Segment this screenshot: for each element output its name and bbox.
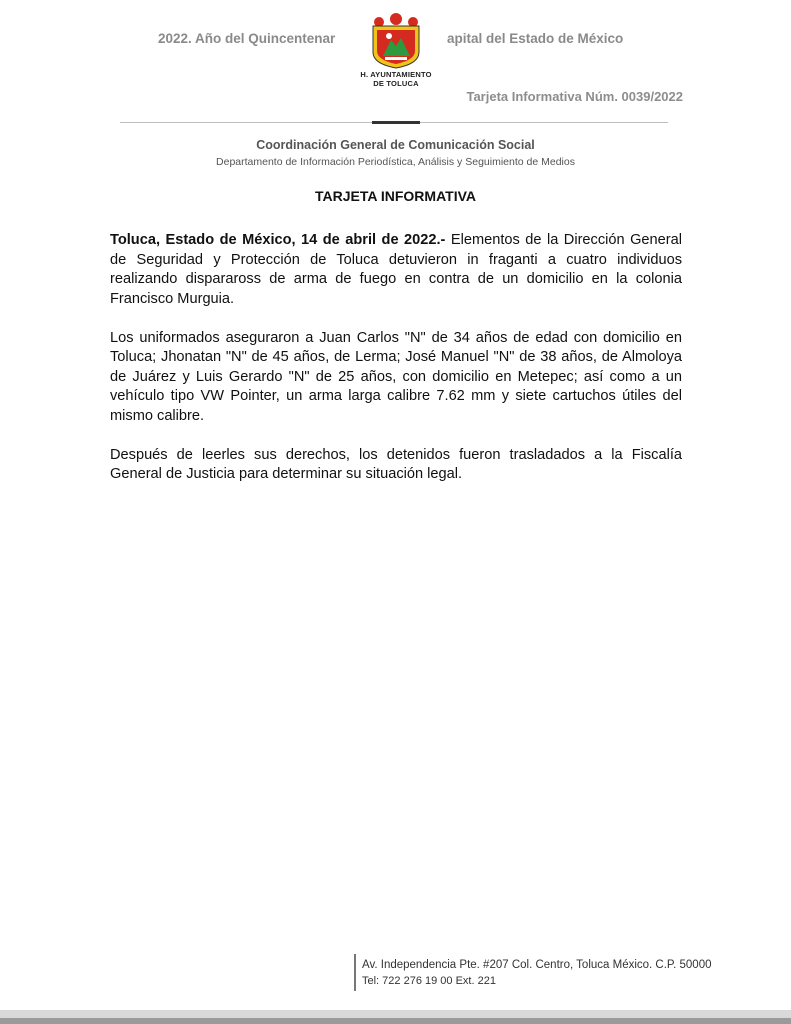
paragraph-2: Los uniformados aseguraron a Juan Carlos "N" de 34 años de edad con domicilio en Toluca; Jhonatan "N" de 45 años, de Lerma; José Manuel "N" de 38 años, de Almoloya de Juárez y Luis Gerardo "N" de 25 años, con domicilio en Metepec; así como a un vehículo tipo VW Pointer, un arma larga calibre 7.62 mm y siete cartuchos útiles del mismo calibre. — [110, 329, 682, 424]
coordination-title: Coordinación General de Comunicación Social — [256, 138, 535, 152]
card-number: Tarjeta Informativa Núm. 0039/2022 — [466, 89, 683, 104]
logo-caption-line1: H. AYUNTAMIENTO — [360, 70, 432, 79]
paragraph-1-text: Elementos de la Dirección General de Seguridad y Protección de Toluca detuvieron in fraganti a cuatro individuos realizando disparaross de arma de fuego en contra de un domicilio en la colonia Francisco Murguia. — [110, 232, 682, 307]
paragraph-1 — [110, 231, 682, 309]
footer-phone: Tel: 722 276 19 00 Ext. 221 — [362, 975, 496, 987]
toluca-logo — [355, 12, 437, 88]
year-motto-right: apital del Estado de México — [447, 31, 624, 46]
paragraph-3: Después de leerles sus derechos, los detenidos fueron trasladados a la Fiscalía General de Justicia para determinar su situación legal. — [110, 446, 682, 482]
footer-address: Av. Independencia Pte. #207 Col. Centro, Toluca México. C.P. 50000 — [362, 959, 712, 971]
toluca-coat-of-arms-icon — [365, 12, 427, 70]
header-divider-accent — [372, 121, 420, 124]
bottom-band-dark — [0, 1018, 791, 1024]
logo-caption-line2: DE TOLUCA — [373, 79, 419, 88]
document-heading: TARJETA INFORMATIVA — [315, 188, 476, 204]
year-motto-left: 2022. Año del Quincentenar — [158, 31, 336, 46]
document-body — [110, 231, 682, 504]
dateline: Toluca, Estado de México, 14 de abril de 2022.- — [110, 232, 446, 248]
department-title: Departamento de Información Periodística, Análisis y Seguimiento de Medios — [216, 156, 575, 168]
footer-divider — [354, 954, 356, 991]
